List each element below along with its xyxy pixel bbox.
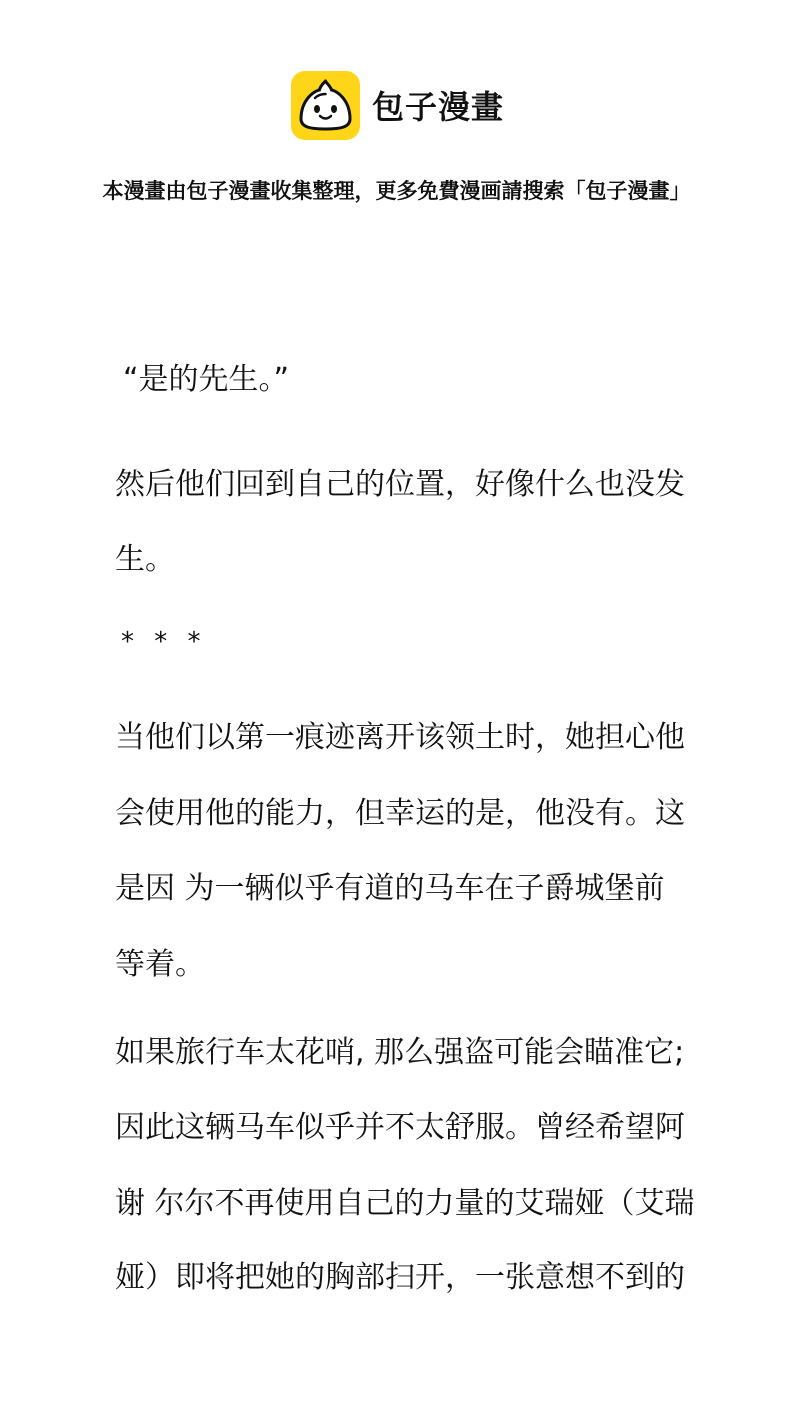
text-line: 然后他们回到自己的位置，好像什么也没发: [115, 467, 685, 502]
text-line: 等着。: [115, 947, 205, 982]
text-line: “是的先生。”: [123, 362, 290, 397]
text-line: 是因 为一辆似乎有道的马车在子爵城堡前: [115, 871, 665, 906]
brand-logo[interactable]: [291, 70, 504, 140]
text-line: 会使用他的能力，但幸运的是，他没有。这: [115, 796, 685, 831]
text-line: 娅）即将把她的胸部扫开，一张意想不到的: [115, 1260, 685, 1295]
text-line: 如果旅行车太花哨, 那么强盗可能会瞄准它;: [115, 1035, 685, 1070]
text-line: 谢 尔尔不再使用自己的力量的艾瑞娅（艾瑞: [115, 1186, 695, 1221]
brand-name: 包子漫畫: [372, 88, 505, 126]
text-line: 因此这辆马车似乎并不太舒服。曾经希望阿: [115, 1110, 685, 1145]
scene-break: * * *: [121, 627, 207, 657]
text-line: 生。: [115, 542, 175, 577]
bun-mascot-icon: [291, 71, 360, 140]
header: [0, 70, 793, 140]
text-line: 当他们以第一痕迹离开该领土时，她担心他: [115, 720, 685, 755]
promo-banner-text: 本漫畫由包子漫畫收集整理，更多免費漫画請搜索「包子漫畫」: [102, 179, 691, 203]
